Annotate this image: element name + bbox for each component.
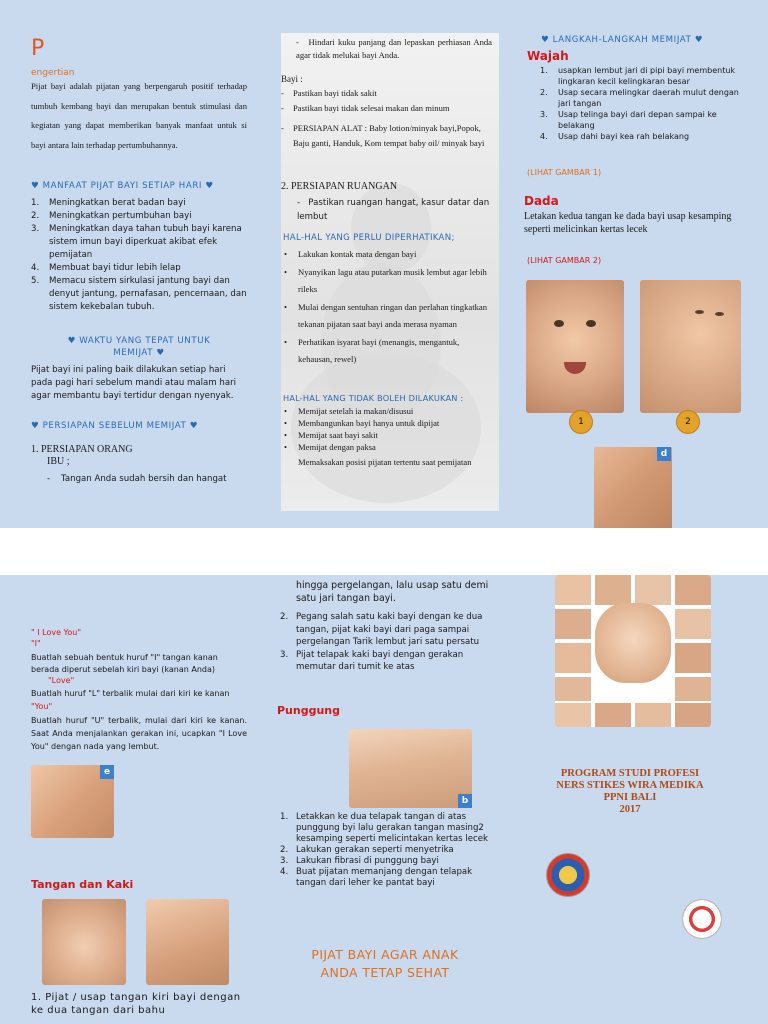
list-item: - PERSIAPAN ALAT : Baby lotion/minyak bayi,Popok, Baju ganti, Handuk, Kom tempat baby oil/ minyak bayi — [281, 123, 485, 148]
baby-arm-photo — [42, 899, 126, 985]
list-item: • Perhatikan isyarat bayi (menangis, mengantuk, kehausan, rewel) — [284, 336, 460, 364]
list-item: • Memijat saat bayi sakit — [284, 430, 378, 440]
program-studi — [521, 768, 739, 816]
ruangan-item: - Pastikan ruangan hangat, kasur datar dan lembut — [297, 198, 490, 222]
list-item: 2. Meningkatkan pertumbuhan bayi — [31, 211, 192, 221]
figure-badge-e: e — [100, 765, 114, 779]
program-line1: PROGRAM STUDI PROFESI — [560, 768, 700, 779]
i-text: Buatlah sebuah bentuk huruf "I" tangan kanan berada diperut sebelah kiri bayi (kanan Anda) — [31, 653, 218, 674]
you-label: "You" — [31, 702, 53, 711]
baby-leg-photo — [146, 899, 229, 985]
langkah-title: ♥ LANGKAH-LANGKAH MEMIJAT ♥ — [541, 35, 704, 45]
punggung-list — [280, 812, 492, 889]
lihat-gambar-2: (LIHAT GAMBAR 2) — [527, 256, 602, 265]
list-item: Memaksakan posisi pijatan tertentu saat pemijatan — [298, 457, 472, 467]
persiapan-ibu: IBU ; — [47, 456, 70, 467]
slogan-line1: PIJAT BAYI AGAR ANAK — [311, 947, 459, 962]
list-item: 1. Meningkatkan berat badan bayi — [31, 198, 186, 208]
baby-chest-photo — [640, 280, 741, 413]
persiapan-title: ♥ PERSIAPAN SEBELUM MEMIJAT ♥ — [31, 421, 199, 431]
baby-face-photo — [526, 280, 624, 413]
figure-badge-d: d — [657, 447, 671, 461]
back-massage-photo — [349, 729, 472, 808]
tangan-item-1: 1. Pijat / usap tangan kiri bayi dengan ke dua tangan dari bahu — [31, 992, 241, 1016]
lihat-gambar-1: (LIHAT GAMBAR 1) — [527, 168, 602, 177]
waktu-title-line2: MEMIJAT ♥ — [113, 348, 165, 358]
dada-text: Letakan kedua tangan ke dada bayi usap kesamping seperti melicinkan kertas lecek — [524, 211, 732, 235]
hindari-kuku-item: - Hindari kuku panjang dan lepaskan perhiasan Anda agar tidak melukai bayi Anda. — [296, 37, 492, 60]
list-item: • Lakukan kontak mata dengan bayi — [284, 249, 417, 259]
persiapan-ruangan: 2. PERSIAPAN RUANGAN — [281, 181, 398, 192]
manfaat-title: ♥ MANFAAT PIJAT BAYI SETIAP HARI ♥ — [31, 181, 214, 191]
list-item: 2. Usap secara melingkar daerah mulut dengan jari tangan — [540, 88, 739, 108]
kaki-list — [280, 611, 492, 674]
list-item: • Memijat setelah ia makan/disusui — [284, 406, 414, 416]
bayi-list — [281, 86, 493, 150]
list-item: 3. Usap telinga bayi dari depan sampai ke belakang — [540, 110, 717, 130]
list-item: • Membangunkan bayi hanya untuk dipijat — [284, 418, 440, 428]
program-line2: NERS STIKES WIRA MEDIKA — [556, 780, 704, 791]
tidak-boleh-title: HAL-HAL YANG TIDAK BOLEH DILAKUKAN : — [283, 393, 464, 403]
perlu-list — [284, 246, 494, 369]
love-text: Buatlah huruf "L" terbalik mulai dari kiri ke kanan — [31, 689, 230, 698]
you-text: Buatlah huruf "U" terbalik, mulai dari kiri ke kanan. Saat Anda menjalankan gerakan ini, ucapkan "I Love You" dengan nada yang lembut. — [31, 716, 247, 751]
list-item: 5. Memacu sistem sirkulasi jantung bayi dan denyut jantung, pernafasan, pencernaan, dan sistem kekebalan tubuh. — [31, 276, 247, 312]
baby-collage-photo — [555, 575, 711, 727]
pengertian-title: engertian — [31, 68, 75, 78]
i-love-you-title: " I Love You" — [31, 628, 82, 637]
waktu-title-line1: ♥ WAKTU YANG TEPAT UNTUK — [67, 336, 211, 346]
pengertian-initial: P — [31, 36, 45, 61]
list-item: 3. Pijat telapak kaki bayi dengan gerakan memutar dari tumit ke atas — [280, 649, 464, 672]
list-item: 4. Usap dahi bayi kea rah belakang — [540, 132, 690, 141]
ppni-logo — [682, 899, 722, 939]
list-item: 1. Letakkan ke dua telapak tangan di atas punggung byi lalu gerakan tangan masing2 kesamping seperti melicintakan kertas lecek — [280, 812, 488, 844]
tangan-item-continued: hingga pergelangan, lalu usap satu demi satu jari tangan bayi. — [296, 580, 489, 604]
waktu-text: Pijat bayi ini paling baik dilakukan setiap hari pada pagi hari sebelum mandi atau malam hari agar membantu bayi tertidur dengan nyenyak. — [31, 365, 237, 401]
persiapan-ibu-item: - Tangan Anda sudah bersih dan hangat — [47, 474, 227, 484]
list-item: 1. usapkan lembut jari di pipi bayi membentuk lingkaran kecil kelingkaran besar — [540, 66, 736, 86]
page-gap — [0, 528, 768, 575]
list-item: 2. Pegang salah satu kaki bayi dengan ke dua tangan, pijat kaki bayi dari paga sampai pergelangan Tarik lembut jari satu persatu — [280, 612, 483, 647]
list-item: 4. Membuat bayi tidur lebih lelap — [31, 263, 181, 273]
list-item: • Nyanyikan lagu atau putarkan musik lembut agar lebih rileks — [284, 266, 487, 294]
list-item: 3. Lakukan fibrasi di punggung bayi — [280, 856, 439, 866]
stikes-logo — [546, 853, 590, 897]
perlu-diperhatikan-title: HAL-HAL YANG PERLU DIPERHATIKAN; — [283, 233, 455, 243]
tidak-boleh-list — [284, 405, 494, 472]
program-year: 2017 — [619, 804, 641, 815]
love-label: "Love" — [48, 676, 75, 685]
dada-title: Dada — [524, 194, 559, 208]
list-item: 2. Lakukan gerakan seperti menyetrika — [280, 845, 454, 855]
wajah-list — [540, 65, 740, 142]
list-item: 4. Buat pijatan memanjang dengan telapak tangan dari leher ke pantat bayi — [280, 867, 473, 888]
tangan-kaki-title: Tangan dan Kaki — [31, 878, 134, 891]
list-item: • Mulai dengan sentuhan ringan dan perlahan tingkatkan tekanan pijatan saat bayi anda merasa nyaman — [284, 301, 488, 329]
brochure-page-back — [0, 575, 768, 1024]
figure-badge-b: b — [458, 794, 472, 808]
list-item: - Pastikan bayi tidak selesai makan dan minum — [281, 102, 450, 113]
figure-number-1: 1 — [569, 410, 593, 434]
bayi-label: Bayi : — [281, 74, 303, 84]
program-line3: PPNI BALI — [603, 792, 657, 803]
list-item: 3. Meningkatkan daya tahan tubuh bayi karena sistem imun bayi diperkuat akibat efek pemijatan — [31, 224, 242, 260]
slogan-line2: ANDA TETAP SEHAT — [320, 965, 450, 980]
list-item: - Pastikan bayi tidak sakit — [281, 88, 377, 98]
figure-number-2: 2 — [676, 410, 700, 434]
manfaat-list — [31, 197, 247, 314]
list-item: • Memijat dengan paksa — [284, 442, 376, 452]
persiapan-orang: 1. PERSIAPAN ORANG — [31, 444, 133, 455]
pengertian-text: Pijat bayi adalah pijatan yang berpengaruh positif terhadap tumbuh kembang bayi dan merupakan bentuk stimulasi dan kegiatan yang dapat memberikan banyak manfaat untuk si bayi antara lain terhadap pertumbuhannya. — [31, 81, 247, 150]
punggung-title: Punggung — [277, 704, 341, 717]
i-label: "I" — [31, 639, 41, 648]
wajah-title: Wajah — [527, 49, 569, 63]
